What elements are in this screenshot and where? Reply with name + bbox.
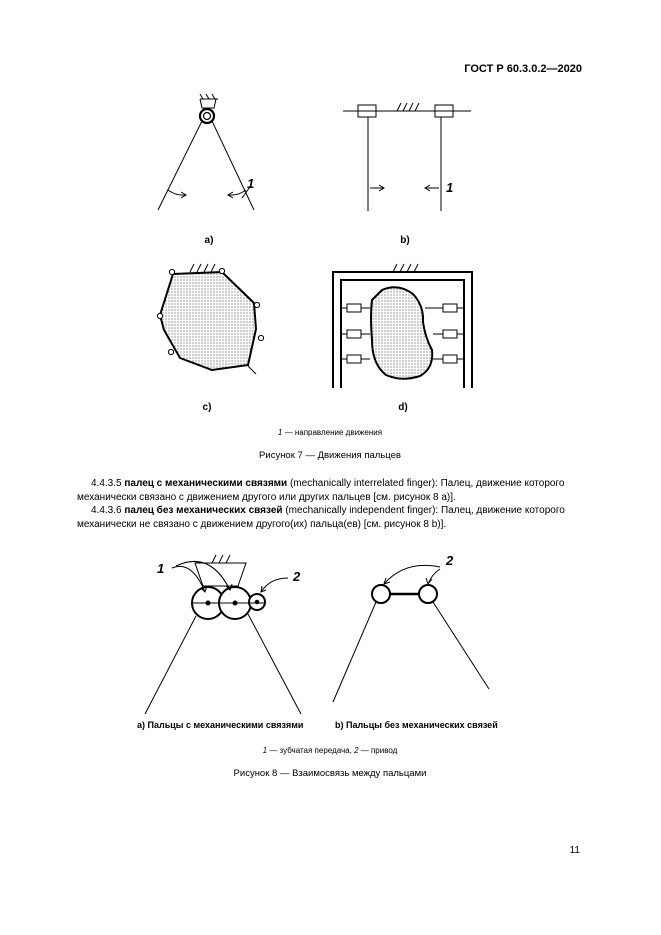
clause-text: (mechanically independent finger): Палец, движение которого механически не связано с движением другого(их) пальца(ев) [см. рисунок 8 b)]. bbox=[77, 505, 565, 530]
subfigure-label-b: b) bbox=[400, 235, 410, 246]
callout-8-2-right: 2 bbox=[446, 553, 454, 568]
subfigure-label-d: d) bbox=[398, 402, 408, 413]
page-number: 11 bbox=[569, 845, 580, 856]
legend-number: 1 bbox=[277, 428, 283, 437]
subfigure-label-c: c) bbox=[202, 402, 212, 413]
legend-text: — направление движения bbox=[282, 428, 383, 437]
document-header: ГОСТ Р 60.3.0.2—2020 bbox=[464, 63, 582, 75]
legend-number-1: 1 bbox=[262, 746, 268, 755]
figure-8-legend bbox=[180, 746, 480, 755]
figure-8-caption: Рисунок 8 — Взаимосвязь между пальцами bbox=[233, 768, 427, 779]
figure-7-legend bbox=[180, 428, 480, 437]
legend-text-2: — привод bbox=[358, 746, 398, 755]
clause-4-4-3-5 bbox=[77, 477, 583, 504]
figure-7-caption: Рисунок 7 — Движения пальцев bbox=[259, 450, 401, 461]
subfigure-8a-label: a) Пальцы с механическими связями bbox=[137, 720, 304, 730]
clause-term: палец без механических связей bbox=[124, 505, 283, 516]
subfigure-8b-label: b) Пальцы без механических связей bbox=[335, 720, 498, 730]
legend-number-2: 2 bbox=[354, 746, 359, 755]
subfigure-label-a: a) bbox=[204, 235, 214, 246]
legend-text-1: — зубчатая передача, bbox=[267, 746, 355, 755]
diagram-7d bbox=[333, 264, 472, 388]
clause-4-4-3-6 bbox=[77, 504, 583, 531]
diagram-8a bbox=[145, 555, 301, 714]
clause-text: (mechanically interrelated finger): Палец, движение которого механически связано с движением другого или других пальцев [см. рисунок 8 a)]. bbox=[77, 478, 565, 503]
callout-8-2-left: 2 bbox=[293, 569, 301, 584]
clause-number: 4.4.3.5 bbox=[91, 478, 122, 489]
diagram-7a bbox=[158, 94, 254, 210]
clause-term: палец с механическими связями bbox=[124, 478, 288, 489]
callout-7a: 1 bbox=[247, 176, 255, 191]
diagram-7c bbox=[157, 264, 263, 374]
callout-8-1: 1 bbox=[157, 561, 165, 576]
diagram-8b bbox=[333, 565, 489, 702]
callout-7b: 1 bbox=[446, 180, 454, 195]
clause-number: 4.4.3.6 bbox=[91, 505, 122, 516]
